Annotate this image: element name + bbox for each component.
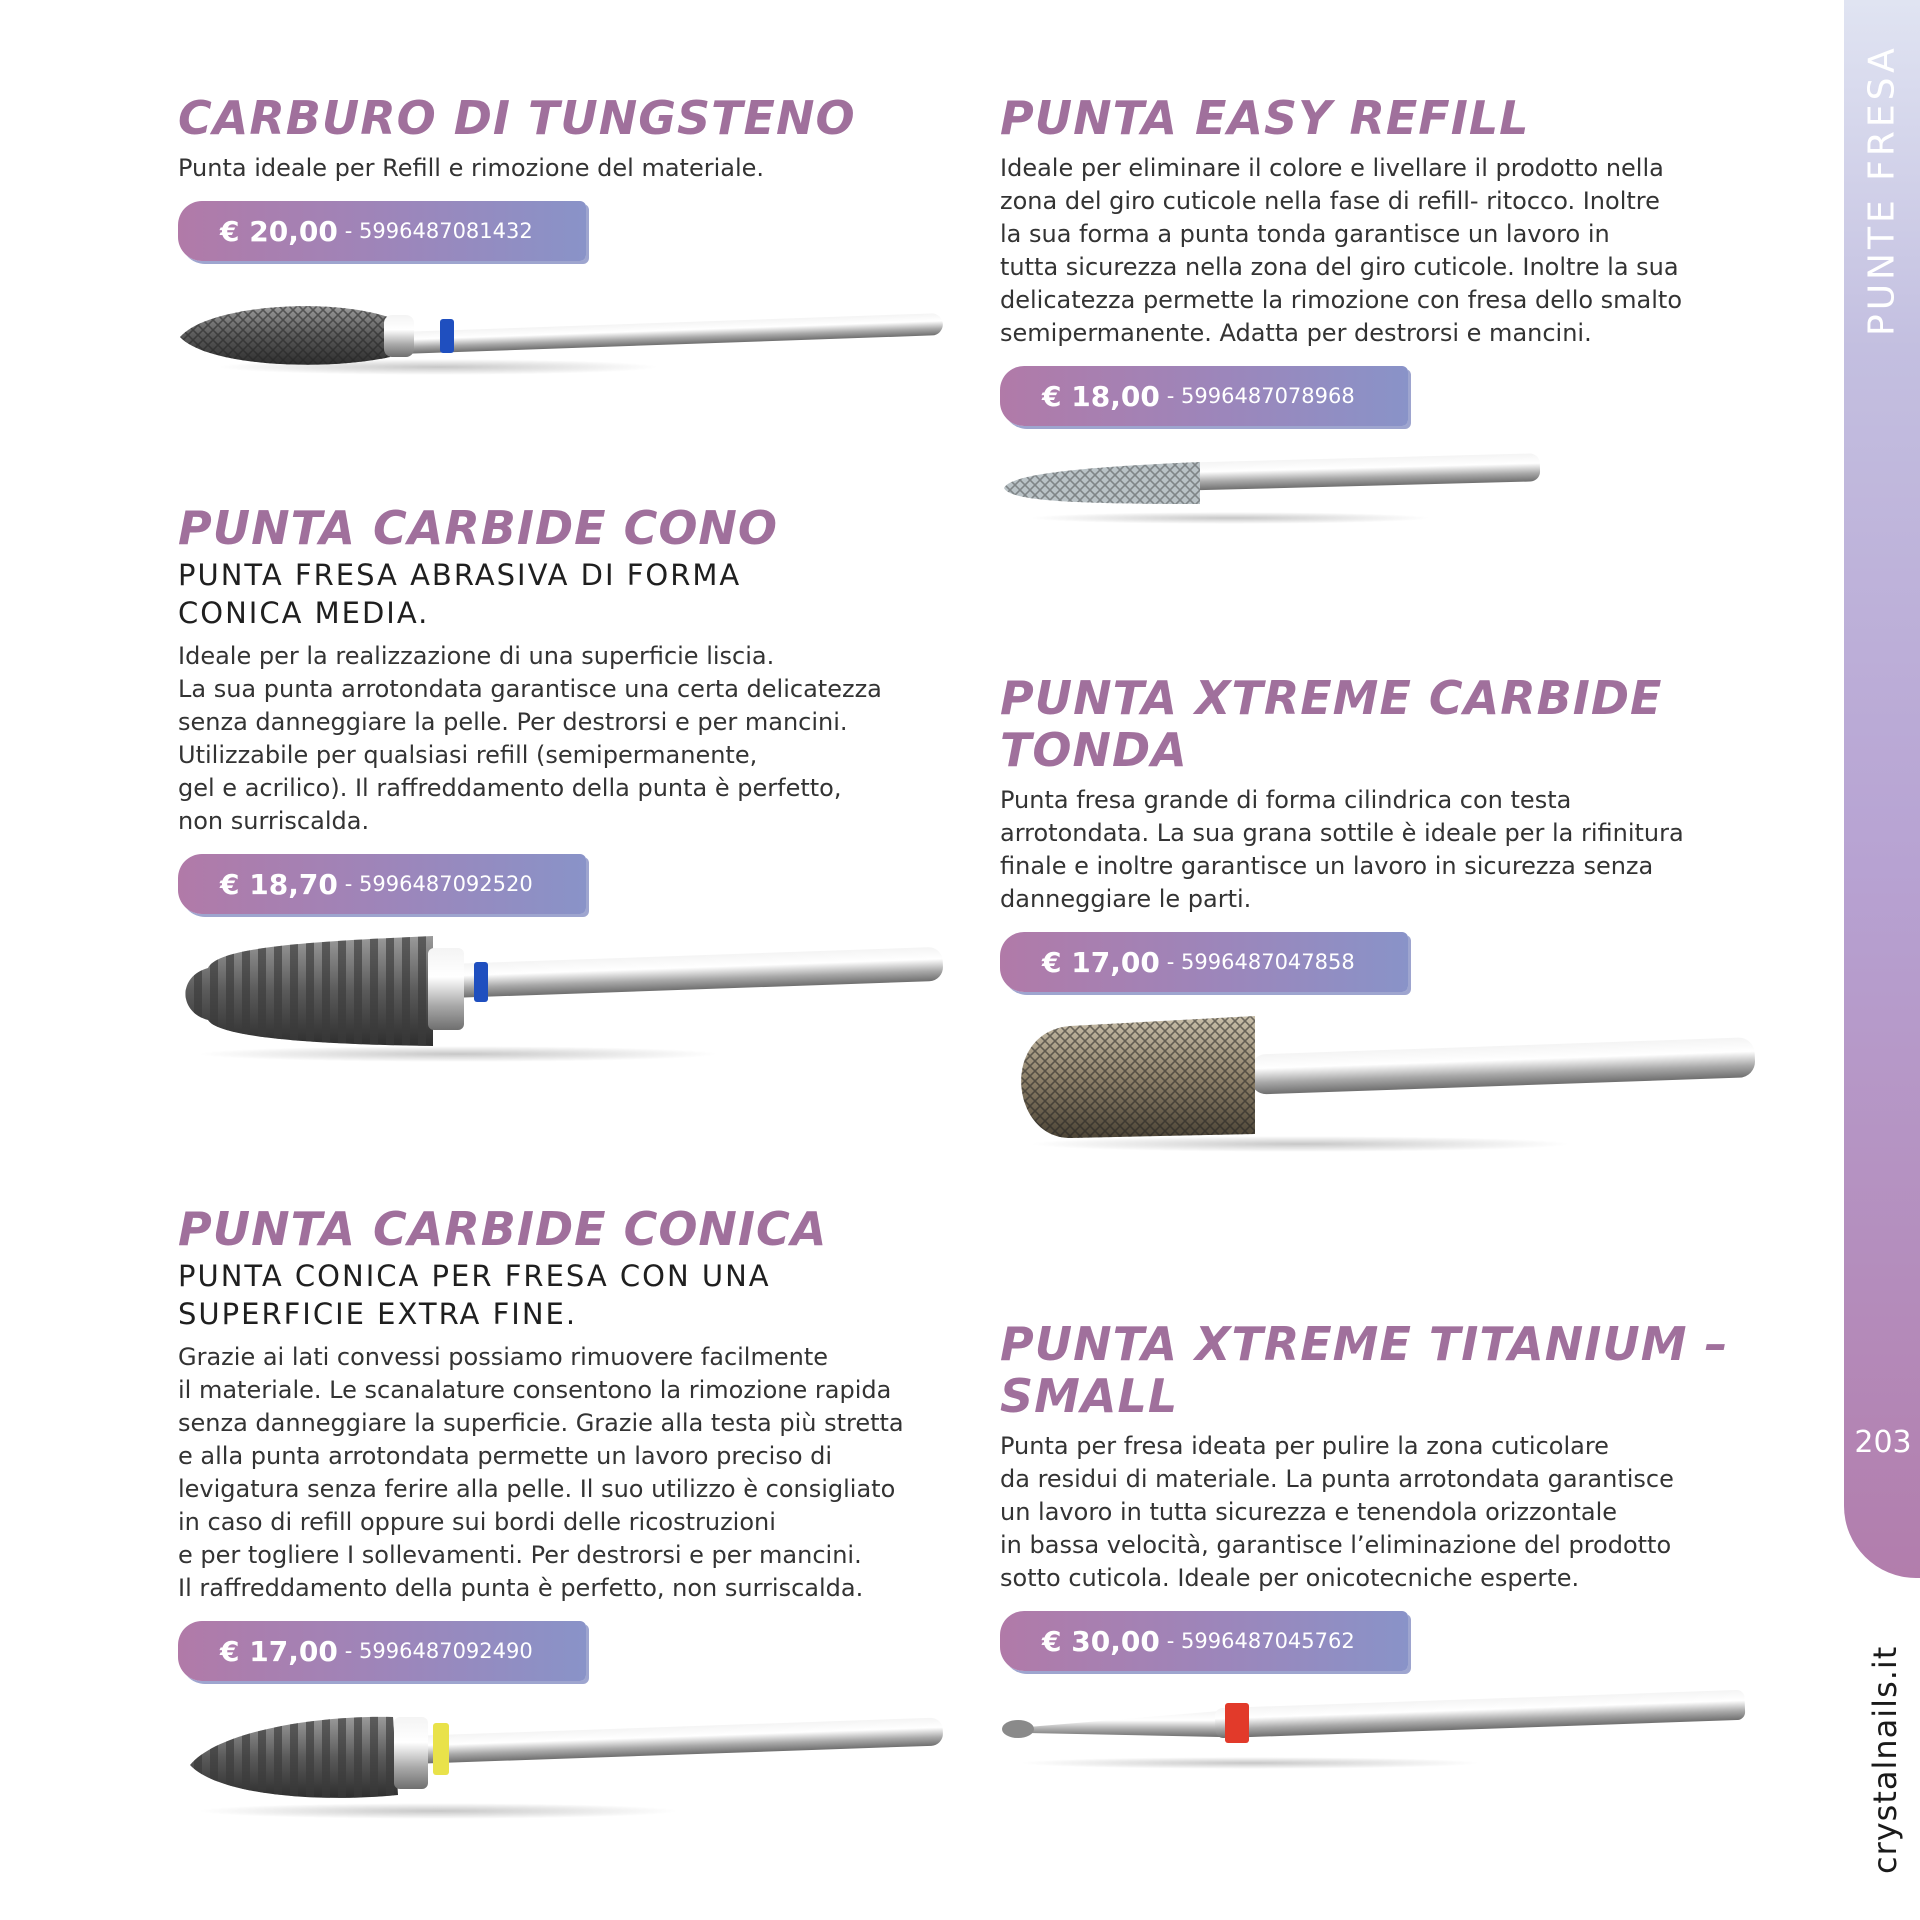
price-tag[interactable]: [1000, 1611, 1408, 1671]
product-card: [178, 1203, 978, 1825]
product-code: - 5996487092520: [344, 872, 533, 896]
product-title: PUNTA CARBIDE CONICA: [178, 1202, 828, 1256]
price-tag[interactable]: [178, 1621, 586, 1681]
website-url[interactable]: crystalnails.it: [1866, 1645, 1904, 1875]
section-label: PUNTE FRESA: [1861, 44, 1903, 336]
product-subtitle: PUNTA CONICA PER FRESA CON UNA SUPERFICIE EXTRA FINE.: [178, 1259, 771, 1331]
product-code: - 5996487081432: [344, 219, 533, 243]
drill-bit-image: [178, 1695, 958, 1825]
product-price: € 17,00: [220, 1634, 338, 1668]
product-price: € 20,00: [220, 214, 338, 248]
product-card: [1000, 672, 1800, 1156]
price-tag[interactable]: [1000, 932, 1408, 992]
product-price: € 18,70: [220, 867, 338, 901]
color-ring: [440, 319, 454, 353]
price-tag[interactable]: [1000, 366, 1408, 426]
drill-bit-image: [1000, 1006, 1780, 1156]
product-description: Ideale per la realizzazione di una superficie liscia. La sua punta arrotondata garantisce una certa delicatezza senza danneggiare la pelle. Per destrorsi e per mancini. Utilizzabile per qualsiasi refill (semipermanente, gel e acrilico). Il raffreddamento della punta è perfetto, non surriscalda.: [178, 642, 882, 835]
product-description: Punta per fresa ideata per pulire la zona cuticolare da residui di materiale. La punta arrotondata garantisce un lavoro in tutta sicurezza e tenendola orizzontale in bassa velocità, garantisce l’eliminazione del prodotto sotto cuticola. Ideale per onicotecniche esperte.: [1000, 1432, 1674, 1592]
product-price: € 18,00: [1042, 379, 1160, 413]
color-ring: [474, 962, 488, 1002]
product-title: CARBURO DI TUNGSTENO: [178, 91, 856, 145]
product-title: PUNTA CARBIDE CONO: [178, 501, 779, 555]
product-title: PUNTA XTREME CARBIDE TONDA: [1000, 671, 1663, 777]
product-card: [1000, 1318, 1800, 1775]
product-card: [178, 502, 978, 1068]
product-description: Punta ideale per Refill e rimozione del materiale.: [178, 154, 765, 182]
price-tag[interactable]: [178, 854, 586, 914]
color-ring: [433, 1723, 449, 1775]
product-description: Ideale per eliminare il colore e livellare il prodotto nella zona del giro cuticole nella fase di refill- ritocco. Inoltre la sua forma a punta tonda garantisce un lavoro in tutta sicurezza nella zona del giro cuticole. Inoltre la sua delicatezza permette la rimozione con fresa dello smalto semipermanente. Adatta per destrorsi e mancini.: [1000, 154, 1683, 347]
product-card: [1000, 92, 1800, 530]
product-price: € 30,00: [1042, 1624, 1160, 1658]
price-tag[interactable]: [178, 201, 586, 261]
product-code: - 5996487047858: [1166, 950, 1355, 974]
color-ring: [1225, 1703, 1249, 1743]
product-price: € 17,00: [1042, 945, 1160, 979]
product-title: PUNTA XTREME TITANIUM – SMALL: [1000, 1317, 1729, 1423]
product-description: Punta fresa grande di forma cilindrica con testa arrotondata. La sua grana sottile è ideale per la rifinitura finale e inoltre garantisce un lavoro in sicurezza senza danneggiare le parti.: [1000, 786, 1684, 913]
product-card: [178, 92, 978, 385]
drill-bit-image: [178, 928, 958, 1068]
drill-bit-image: [1000, 440, 1560, 530]
product-code: - 5996487045762: [1166, 1629, 1355, 1653]
product-subtitle: PUNTA FRESA ABRASIVA DI FORMA CONICA MEDIA.: [178, 558, 742, 630]
product-code: - 5996487092490: [344, 1639, 533, 1663]
product-description: Grazie ai lati convessi possiamo rimuovere facilmente il materiale. Le scanalature consentono la rimozione rapida senza danneggiare la superficie. Grazie alla testa più stretta e alla punta arrotondata permette un lavoro preciso di levigatura senza ferire alla pelle. Il suo utilizzo è consigliato in caso di refill oppure sui bordi delle ricostruzioni e per togliere I sollevamenti. Per destrorsi e per mancini. Il raffreddamento della punta è perfetto, non surriscalda.: [178, 1343, 904, 1602]
drill-bit-image: [178, 275, 958, 385]
drill-bit-image: [1000, 1685, 1760, 1775]
product-code: - 5996487078968: [1166, 384, 1355, 408]
product-title: PUNTA EASY REFILL: [1000, 91, 1530, 145]
page-number: 203: [1854, 1425, 1912, 1460]
